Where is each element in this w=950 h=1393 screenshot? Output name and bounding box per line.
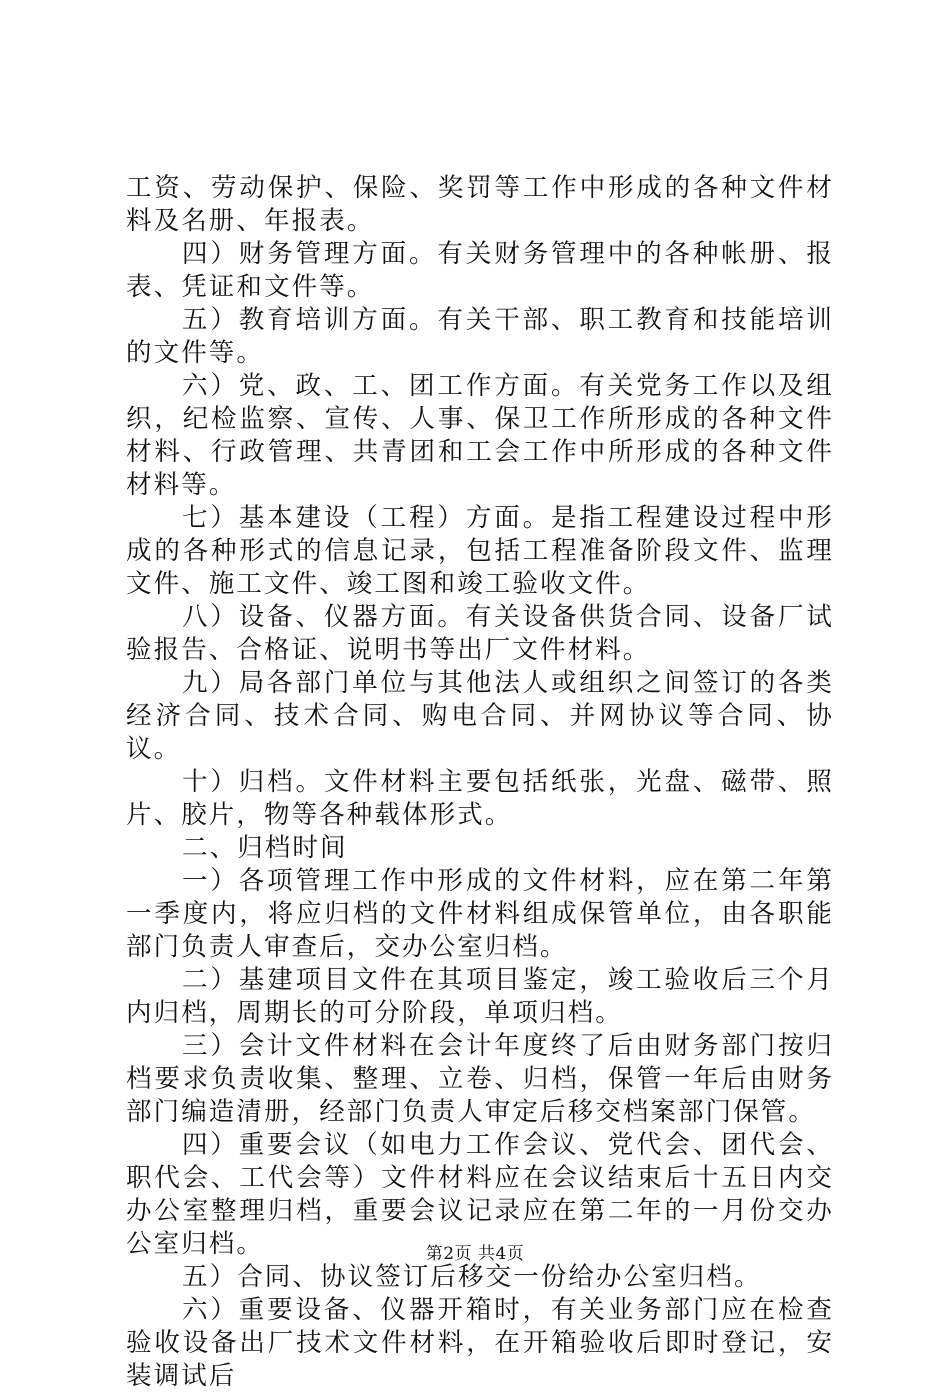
section-heading: 二、归档时间 — [182, 833, 348, 863]
paragraph: 三）会计文件材料在会计年度终了后由财务部门按归档要求负责收集、整理、立卷、归档，保管一年后由财务部门编造清册，经部门负责人审定后移交档案部门保管。 — [126, 1031, 834, 1127]
paragraph: 七）基本建设（工程）方面。是指工程建设过程中形成的各种形式的信息记录，包括工程准备阶段文件、监理文件、施工文件、竣工图和竣工验收文件。 — [126, 503, 834, 599]
paragraph: 六）党、政、工、团工作方面。有关党务工作以及组织，纪检监察、宣传、人事、保卫工作所形成的各种文件材料、行政管理、共青团和工会工作中所形成的各种文件材料等。 — [126, 371, 834, 500]
paragraph: 四）财务管理方面。有关财务管理中的各种帐册、报表、凭证和文件等。 — [126, 239, 834, 302]
paragraph: 十）归档。文件材料主要包括纸张，光盘、磁带、照片、胶片，物等各种载体形式。 — [126, 767, 834, 830]
paragraph: 八）设备、仪器方面。有关设备供货合同、设备厂试验报告、合格证、说明书等出厂文件材料。 — [126, 602, 834, 665]
paragraph: 九）局各部门单位与其他法人或组织之间签订的各类经济合同、技术合同、购电合同、并网协议等合同、协议。 — [126, 668, 834, 764]
paragraph: 六）重要设备、仪器开箱时，有关业务部门应在检查验收设备出厂技术文件材料，在开箱验收后即时登记，安装调试后 — [126, 1295, 834, 1391]
document-body — [126, 172, 834, 1393]
paragraph: 一）各项管理工作中形成的文件材料，应在第二年第一季度内，将应归档的文件材料组成保管单位，由各职能部门负责人审查后，交办公室归档。 — [126, 866, 834, 962]
paragraph: 工资、劳动保护、保险、奖罚等工作中形成的各种文件材料及名册、年报表。 — [126, 173, 834, 236]
paragraph: 五）合同、协议签订后移交一份给办公室归档。 — [182, 1262, 762, 1292]
paragraph: 二）基建项目文件在其项目鉴定，竣工验收后三个月内归档，周期长的可分阶段，单项归档。 — [126, 965, 834, 1028]
page-number-footer: 第2页 共4页 — [425, 1244, 525, 1264]
paragraph: 四）重要会议（如电力工作会议、党代会、团代会、职代会、工代会等）文件材料应在会议结束后十五日内交办公室整理归档，重要会议记录应在第二年的一月份交办公室归档。 — [126, 1130, 834, 1259]
paragraph: 五）教育培训方面。有关干部、职工教育和技能培训的文件等。 — [126, 305, 834, 368]
